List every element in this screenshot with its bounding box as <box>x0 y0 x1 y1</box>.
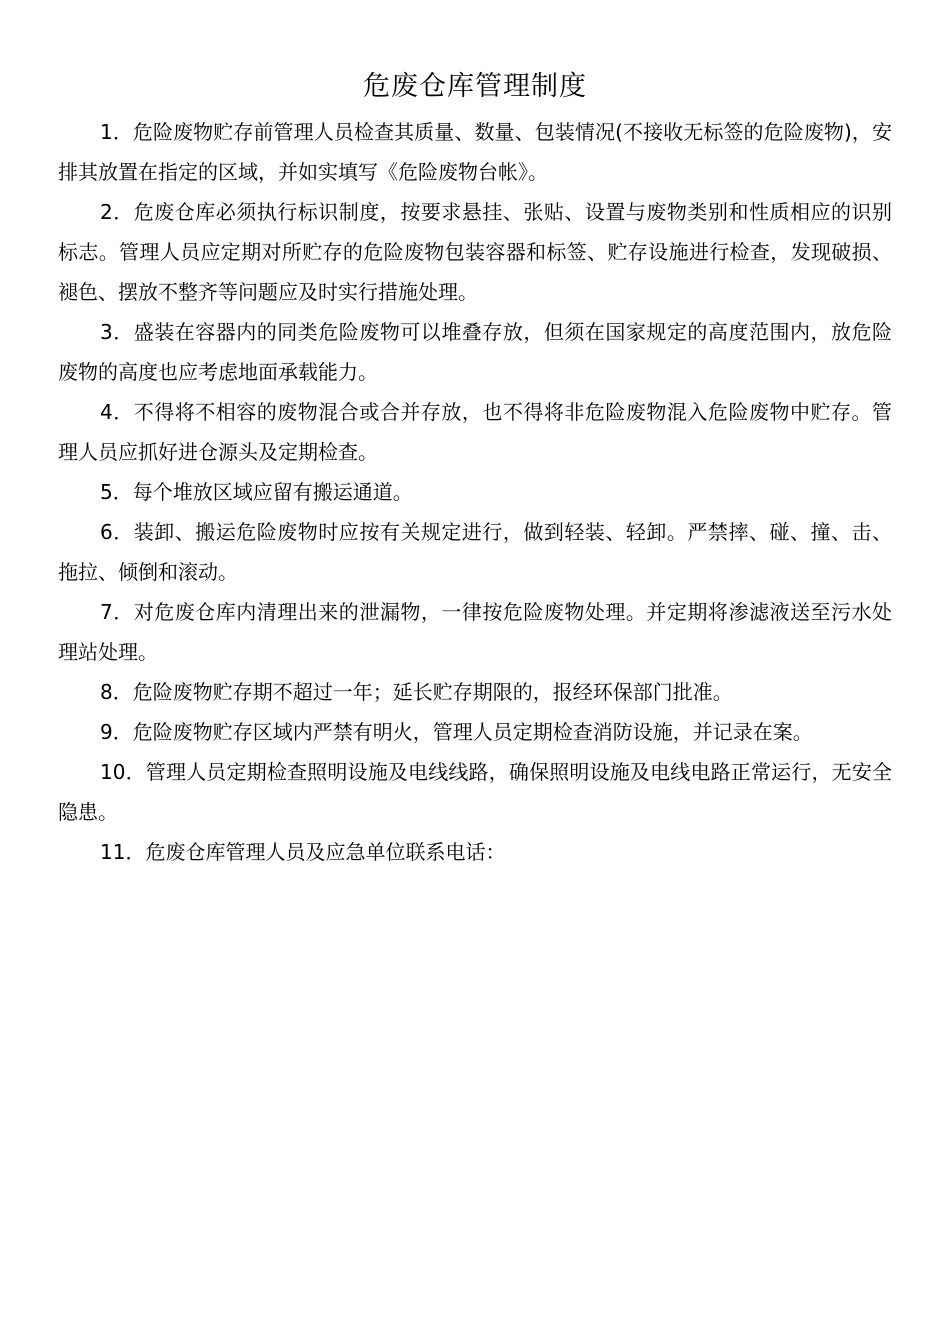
paragraph-8: 8．危险废物贮存期不超过一年；延长贮存期限的，报经环保部门批准。 <box>100 680 733 704</box>
document-title: 危废仓库管理制度 <box>363 71 587 102</box>
paragraph-1: 1．危险废物贮存前管理人员检查其质量、数量、包装情况(不接收无标签的危险废物)，安排其放置在指定的区域，并如实填写《危险废物台帐》。 <box>58 120 892 184</box>
paragraph-5: 5．每个堆放区域应留有搬运通道。 <box>100 480 413 504</box>
paragraph-7: 7．对危废仓库内清理出来的泄漏物，一律按危险废物处理。并定期将渗滤液送至污水处理站处理。 <box>58 600 892 664</box>
paragraph-2: 2．危废仓库必须执行标识制度，按要求悬挂、张贴、设置与废物类别和性质相应的识别标志。管理人员应定期对所贮存的危险废物包装容器和标签、贮存设施进行检查，发现破损、褪色、摆放不整齐等问题应及时实行措施处理。 <box>58 200 892 304</box>
paragraph-9: 9．危险废物贮存区域内严禁有明火，管理人员定期检查消防设施，并记录在案。 <box>100 720 813 744</box>
paragraph-6: 6．装卸、搬运危险废物时应按有关规定进行，做到轻装、轻卸。严禁摔、碰、撞、击、拖拉、倾倒和滚动。 <box>58 520 892 584</box>
paragraph-10: 10．管理人员定期检查照明设施及电线线路，确保照明设施及电线电路正常运行，无安全隐患。 <box>58 760 892 824</box>
paragraph-11: 11．危废仓库管理人员及应急单位联系电话： <box>100 840 506 864</box>
paragraph-3: 3．盛装在容器内的同类危险废物可以堆叠存放，但须在国家规定的高度范围内，放危险废物的高度也应考虑地面承载能力。 <box>58 320 892 384</box>
paragraph-4: 4．不得将不相容的废物混合或合并存放，也不得将非危险废物混入危险废物中贮存。管理人员应抓好进仓源头及定期检查。 <box>58 400 892 464</box>
